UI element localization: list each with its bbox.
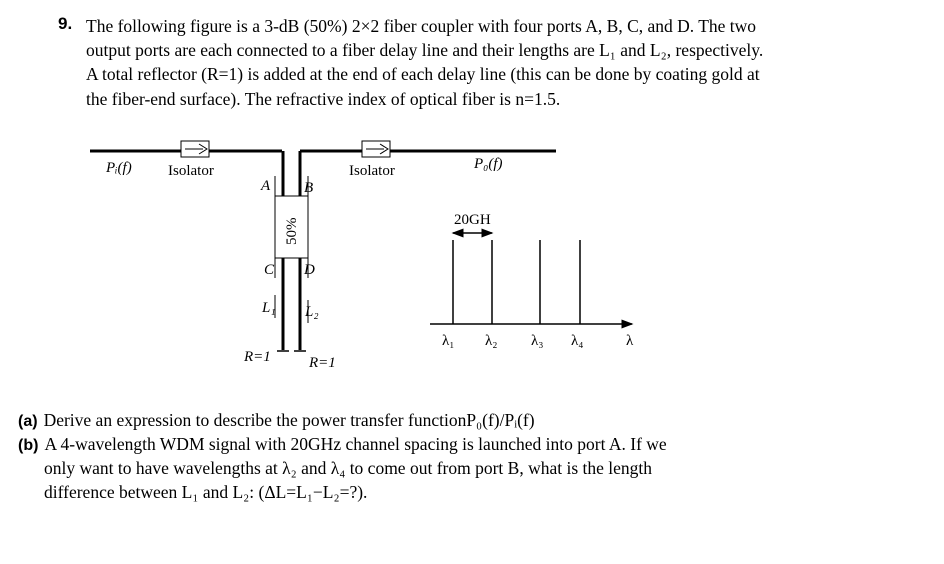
part-a [18,410,535,431]
isolator-left-symbol [181,141,209,157]
port-a-label: A [261,178,271,194]
part-a-text: Derive an expression to describe the power transfer functionP₀(f)/Pᵢ(f) [43,410,535,430]
part-b-line-2: only want to have wavelengths at λ₂ and λ₄ to come out from port B, what is the length [44,458,653,478]
question-line: The following figure is a 3-dB (50%) 2×2 fiber coupler with four ports A, B, C, and D. The two [86,16,757,36]
wavelength-label-4: λ₄ [571,333,584,349]
wavelength-label-3: λ₃ [531,333,544,349]
isolator-right-symbol [362,141,390,157]
part-b-tag: (b) [18,437,39,454]
coupler-ratio: 50% [284,217,300,245]
port-b-label: B [304,180,314,196]
reflector-right-label: R=1 [309,355,336,371]
question-number: 9. [58,14,73,33]
output-power-label: P₀(f) [474,156,503,172]
question-line: A total reflector (R=1) is added at the end of each delay line (this can be done by coating gold at [86,64,760,85]
port-c-label: C [264,262,275,278]
input-power-label: Pᵢ(f) [106,160,132,176]
question-line: the fiber-end surface). The refractive index of optical fiber is n=1.5. [86,88,561,109]
isolator-right-label: Isolator [349,163,395,179]
wavelength-axis-label: λ [626,333,634,349]
wavelength-label-1: λ₁ [442,333,455,349]
part-b-line-1: A 4-wavelength WDM signal with 20GHz channel spacing is launched into port A. If we [44,434,667,454]
part-b [18,434,667,455]
part-b-line-3: difference between L₁ and L₂: (ΔL=L₁−L₂=?). [44,482,368,502]
reflector-left-label: R=1 [244,349,271,365]
question-line: output ports are each connected to a fiber delay line and their lengths are L₁ and L₂, respectively. [86,40,764,61]
port-d-label: D [304,262,315,278]
wavelength-label-2: λ₂ [485,333,498,349]
channel-spacing-label: 20GH [454,212,491,228]
delay-l1-label: L₁ [262,300,276,316]
part-a-tag: (a) [18,413,38,430]
isolator-left-label: Isolator [168,163,214,179]
delay-l2-label: L₂ [305,304,319,320]
